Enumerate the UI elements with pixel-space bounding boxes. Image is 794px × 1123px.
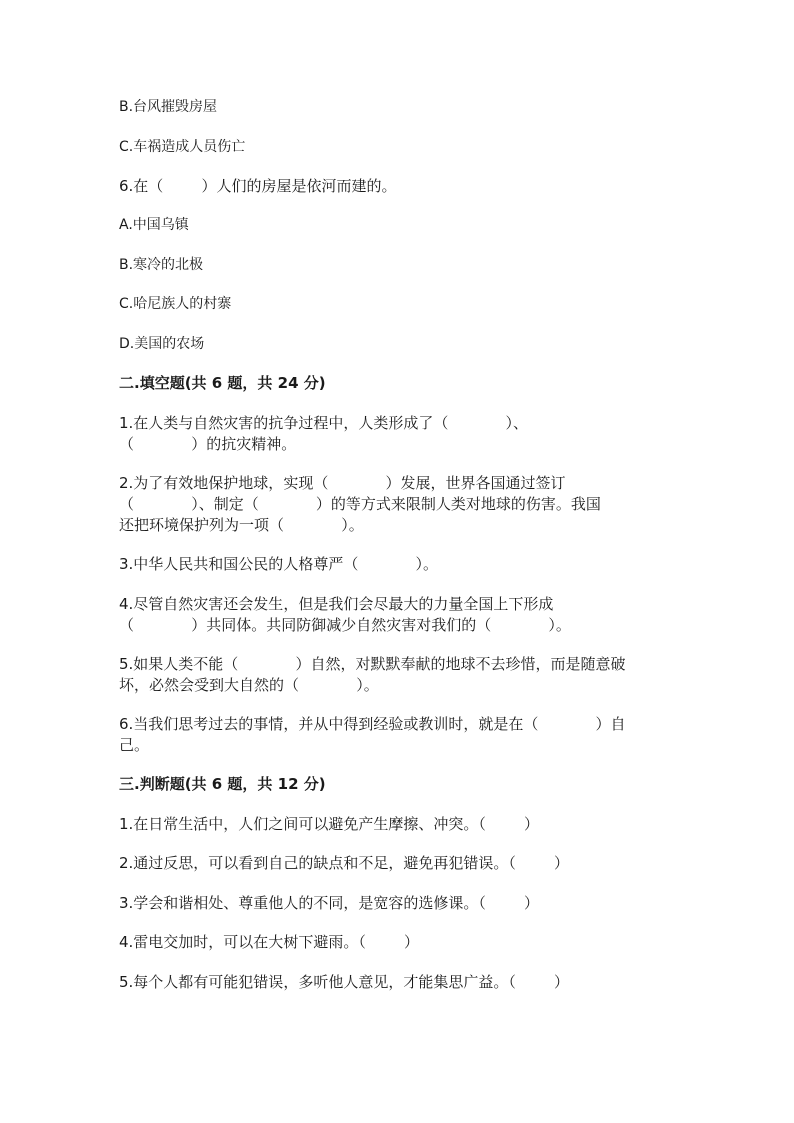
q6-option-a: A.中国乌镇 [119,217,189,233]
section2-heading: 二.填空题(共 6 题，共 24 分) [119,374,326,392]
judge-item-2: 2.通过反思，可以看到自己的缺点和不足，避免再犯错误。（ ） [119,854,569,872]
fill-item-5-line1: 5.如果人类不能（ ）自然，对默默奉献的地球不去珍惜，而是随意破 [119,655,626,673]
judge-item-1: 1.在日常生活中，人们之间可以避免产生摩擦、冲突。（ ） [119,815,539,833]
fill-item-1-line2: （ ）的抗灾精神。 [119,435,297,453]
section3-heading: 三.判断题(共 6 题，共 12 分) [119,775,326,793]
fill-item-3-line1: 3.中华人民共和国公民的人格尊严（ ）。 [119,555,439,573]
option-b-typhoon: B.台风摧毁房屋 [119,99,218,115]
judge-item-3: 3.学会和谐相处、尊重他人的不同，是宽容的选修课。（ ） [119,894,539,912]
q6-option-b: B.寒冷的北极 [119,257,204,273]
fill-item-4-line2: （ ）共同体。共同防御减少自然灾害对我们的（ ）。 [119,616,571,634]
q6-option-c: C.哈尼族人的村寨 [119,296,232,312]
fill-item-6-line1: 6.当我们思考过去的事情，并从中得到经验或教训时，就是在（ ）自 [119,715,626,733]
fill-item-5-line2: 坏，必然会受到大自然的（ ）。 [119,676,379,694]
judge-item-5: 5.每个人都有可能犯错误，多听他人意见，才能集思广益。（ ） [119,973,569,991]
fill-item-6-line2: 己。 [119,736,150,754]
fill-item-4-line1: 4.尽管自然灾害还会发生，但是我们会尽最大的力量全国上下形成 [119,595,554,613]
fill-item-2-line3: 还把环境保护列为一项（ ）。 [119,516,364,534]
judge-item-4: 4.雷电交加时，可以在大树下避雨。（ ） [119,933,419,951]
option-c-accident: C.车祸造成人员伤亡 [119,139,246,155]
question-6: 6.在（ ）人们的房屋是依河而建的。 [119,177,397,195]
fill-item-2-line1: 2.为了有效地保护地球，实现（ ）发展，世界各国通过签订 [119,474,566,492]
fill-item-2-line2: （ ）、制定（ ）的等方式来限制人类对地球的伤害。我国 [119,495,601,513]
fill-item-1-line1: 1.在人类与自然灾害的抗争过程中，人类形成了（ ）、 [119,414,529,432]
q6-option-d: D.美国的农场 [119,336,205,352]
